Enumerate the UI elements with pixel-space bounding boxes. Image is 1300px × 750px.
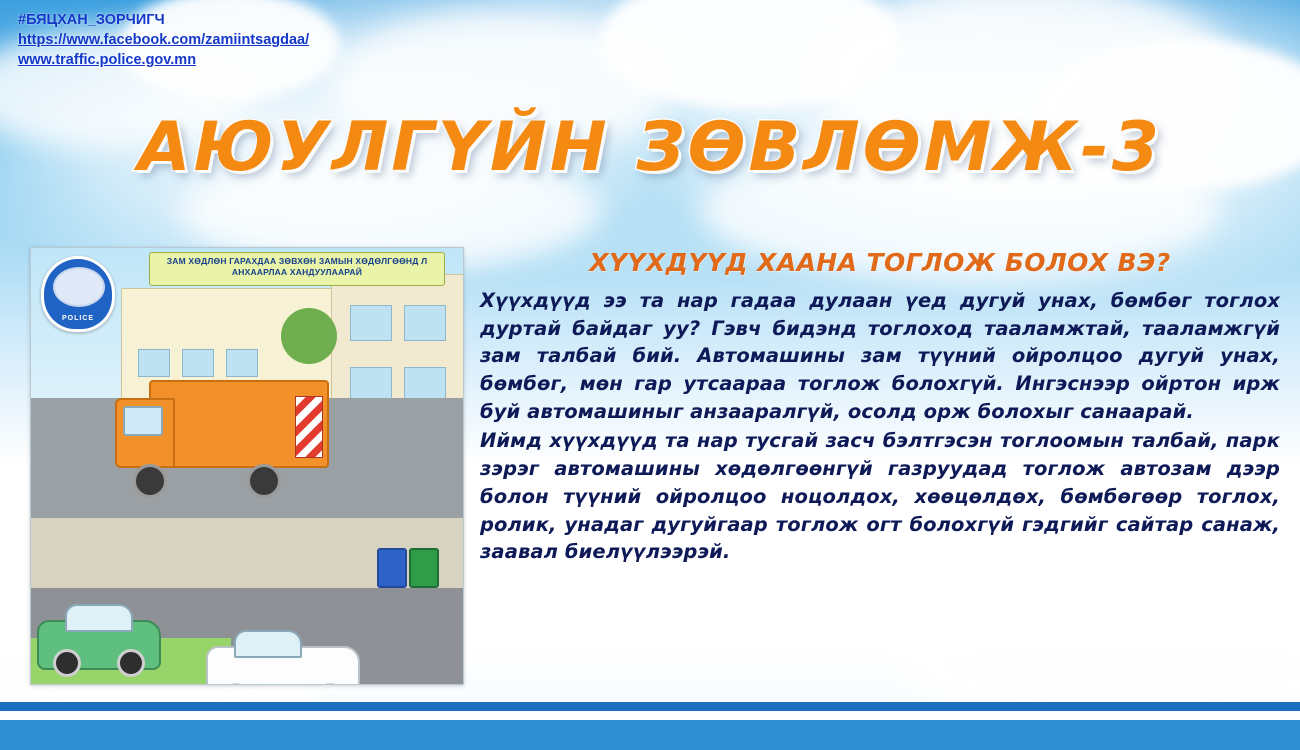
police-logo-icon [41, 256, 115, 332]
illustration-garbage-truck [115, 376, 325, 494]
illustration-window [404, 305, 446, 341]
illustration-car-white [206, 646, 360, 685]
article-block [480, 248, 1280, 568]
illustration-banner-text: ЗАМ ХӨДЛӨН ГАРАХДАА ЗӨВХӨН ЗАМЫН ХӨДӨЛГӨӨНД Л АНХААРЛАА ХАНДУУЛААРАЙ [149, 252, 445, 286]
illustration-window [350, 305, 392, 341]
illustration-image [30, 247, 464, 685]
illustration-window [226, 349, 258, 377]
illustration-trash-bin [409, 548, 439, 588]
footer-bars [0, 688, 1300, 750]
footer-bottom-bar [0, 720, 1300, 750]
website-link[interactable]: www.traffic.police.gov.mn [18, 52, 197, 68]
article-heading: ХҮҮХДҮҮД ХААНА ТОГЛОЖ БОЛОХ ВЭ? [589, 248, 1171, 277]
article-paragraph-2: Иймд хүүхдүүд та нар тусгай засч бэлтгэсэн тоглоомын талбай, парк зэрэг автомашины хөдөлгөөнгүй газруудад тоглож автозам дээр болон түүний ойролцоо ноцолдох, хөөцөлдөх, бөмбөгөөр тоглох, ролик, унадаг дугуйгаар тоглож огт болохгүй гэдгийг сайтар санаж, заавал биелүүлээрэй. [480, 429, 1280, 564]
hashtag-text: #БЯЦХАН_ЗОРЧИГЧ [18, 12, 165, 28]
facebook-link[interactable]: https://www.facebook.com/zamiintsagdaa/ [18, 32, 310, 48]
illustration-trash-bin [377, 548, 407, 588]
footer-accent-line [0, 702, 1300, 711]
footer-white-line [0, 712, 1300, 720]
illustration-window [138, 349, 170, 377]
police-logo-label: POLICE [61, 315, 95, 323]
article-paragraph-1: Хүүхдүүд ээ та нар гадаа дулаан үед дугуй унах, бөмбөг тоглох дуртай байдаг уу? Гэвч бидэнд тоглоход таалaмжтай, таалaмжгүй зам талбай бий. Автомашины зам түүний ойролцоо дугуй унах, бөмбөг, мөн гар утсаараа тоглож болохгүй. Ингэснээр ойртон ирж буй автомашиныг анзааралгүй, осолд орж болохыг санаарай. [480, 289, 1280, 423]
header-links [18, 10, 309, 70]
page-title: АЮУЛГҮЙН ЗӨВЛӨМЖ-3 [137, 108, 1163, 187]
illustration-car-green [37, 620, 161, 670]
illustration-window [182, 349, 214, 377]
illustration-tree [281, 308, 337, 364]
